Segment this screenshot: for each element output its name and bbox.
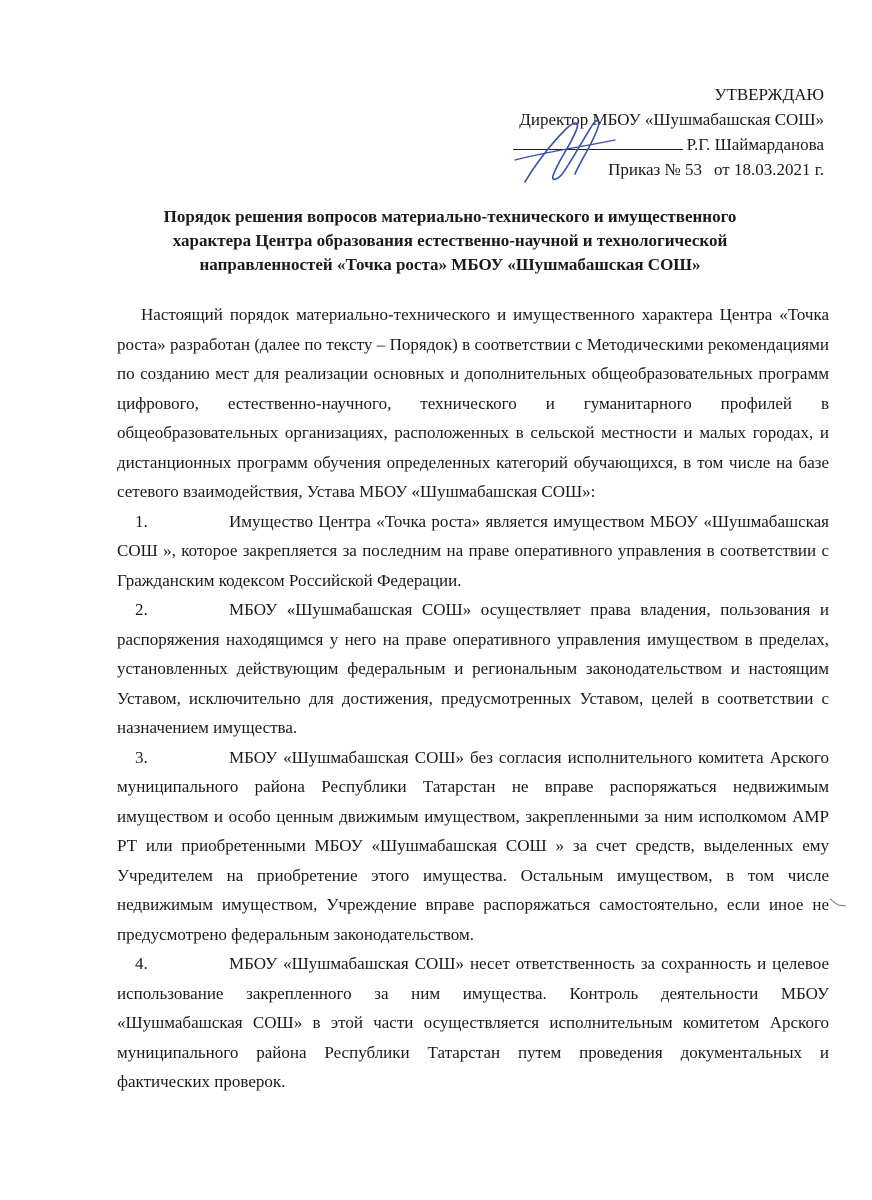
- title-line-2: характера Центра образования естественно-научной и технологической: [172, 231, 728, 250]
- title-line-1: Порядок решения вопросов материально-технического и имущественного: [163, 207, 737, 226]
- order-date: от 18.03.2021 г.: [713, 160, 824, 179]
- item-number: 2.: [135, 600, 148, 619]
- item-text: МБОУ «Шушмабашская СОШ» осуществляет права владения, пользования и распоряжения находящимся у него на праве оперативного управления имуществом в пределах, установленных действующим федеральным и региональным законодательством и настоящим Уставом, исключительно для достижения, предусмотренных Уставом, целей в соответствии с назначением имущества.: [117, 600, 829, 737]
- signatory-name: Р.Г. Шаймарданова: [686, 135, 824, 154]
- signature-scribble: [505, 110, 625, 190]
- margin-scratch-mark: [828, 896, 848, 908]
- document-body: [117, 300, 829, 1097]
- item-text: МБОУ «Шушмабашская СОШ» несет ответственность за сохранность и целевое использование закрепленного за ним имущества. Контроль деятельности МБОУ «Шушмабашская СОШ» в этой части осуществляется исполнительным комитетом Арского муниципального района Республики Татарстан путем проведения документальных и фактических проверок.: [117, 954, 829, 1091]
- approval-block: [444, 82, 824, 182]
- order-line: [444, 157, 824, 182]
- intro-paragraph: Настоящий порядок материально-технического и имущественного характера Центра «Точка роста» разработан (далее по тексту – Порядок) в соответствии с Методическими рекомендациями по созданию мест для реализации основных и дополнительных общеобразовательных программ цифрового, естественно-научного, технического и гуманитарного профилей в общеобразовательных организациях, расположенных в сельской местности и малых городах, и дистанционных программ обучения определенных категорий обучающихся, в том числе на базе сетевого взаимодействия, Устава МБОУ «Шушмабашская СОШ»:: [117, 305, 829, 501]
- list-item: [117, 743, 829, 950]
- document-title: [100, 205, 800, 277]
- item-text: Имущество Центра «Точка роста» является имуществом МБОУ «Шушмабашская СОШ », которое закрепляется за последним на праве оперативного управления в соответствии с Гражданским кодексом Российской Федерации.: [117, 511, 829, 590]
- item-number: 1.: [135, 511, 148, 531]
- signatory-line: [444, 132, 824, 157]
- list-item: [117, 507, 829, 596]
- item-number: 4.: [135, 954, 148, 973]
- item-number: 3.: [135, 747, 148, 767]
- list-item: [117, 949, 829, 1097]
- title-line-3: направленностей «Точка роста» МБОУ «Шушмабашская СОШ»: [199, 255, 701, 274]
- approve-label: УТВЕРЖДАЮ: [714, 85, 824, 104]
- item-text: МБОУ «Шушмабашская СОШ» без согласия исполнительного комитета Арского муниципального района Республики Татарстан не вправе распоряжаться недвижимым имуществом и особо ценным движимым имуществом, закрепленными за ним исполкомом АМР РТ или приобретенными МБОУ «Шушмабашская СОШ » за счет средств, выделенных ему Учредителем на приобретение этого имущества. Остальным имуществом, в том числе недвижимым имуществом, Учреждение вправе распоряжаться самостоятельно, если иное не предусмотрено федеральным законодательством.: [117, 747, 829, 944]
- order-number: Приказ № 53: [608, 160, 702, 179]
- list-item: [117, 595, 829, 743]
- director-line: Директор МБОУ «Шушмабашская СОШ»: [519, 110, 824, 129]
